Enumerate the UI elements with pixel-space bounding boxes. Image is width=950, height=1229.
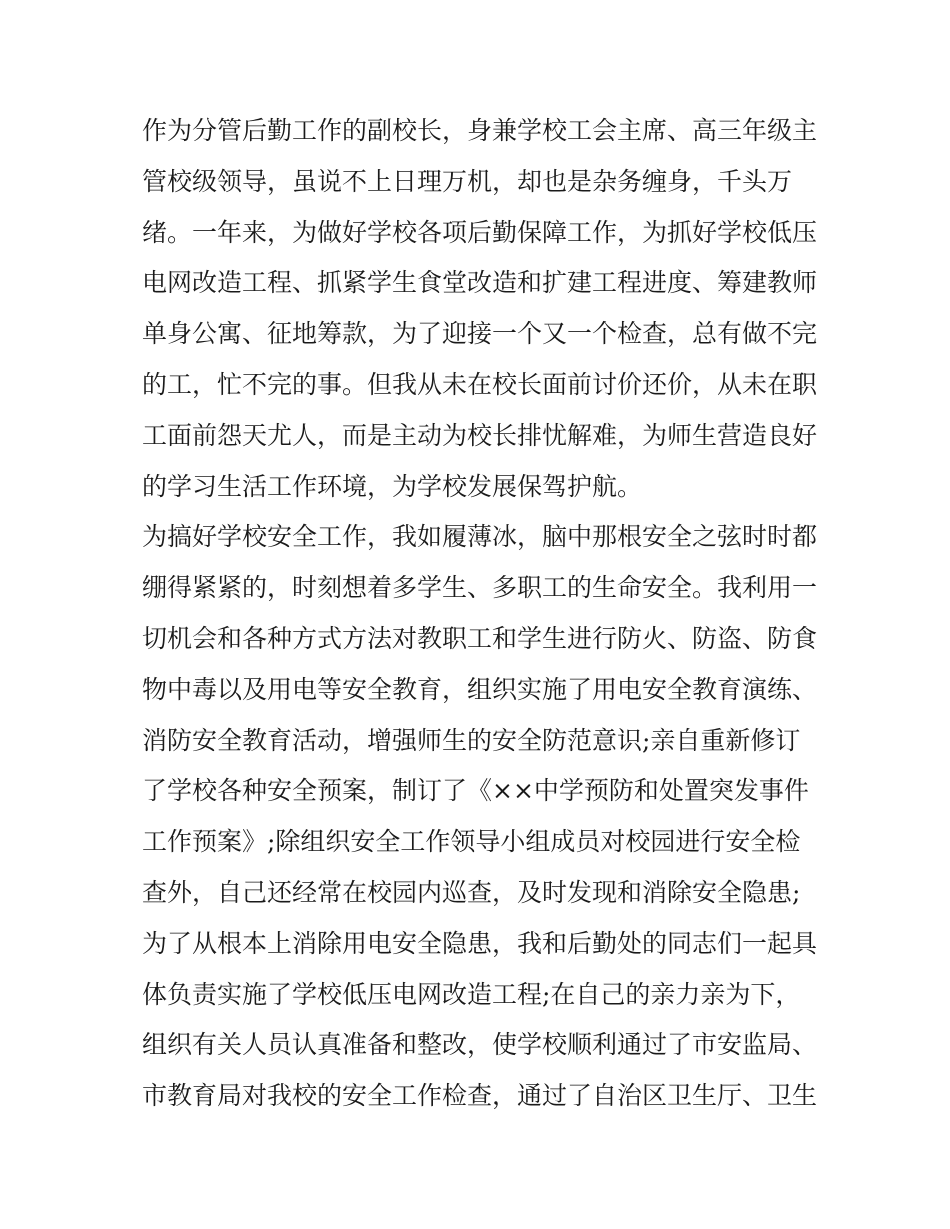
text-line: 单身公寓、征地筹款，为了迎接一个又一个检查，总有做不完 <box>142 319 818 349</box>
text-line: 为了从根本上消除用电安全隐患，我和后勤处的同志们一起具 <box>142 928 818 958</box>
text-line: 消防安全教育活动，增强师生的安全防范意识;亲自重新修订 <box>142 725 801 755</box>
text-line: 了学校各种安全预案，制订了《××中学预防和处置突发事件 <box>142 776 809 806</box>
text-line: 体负责实施了学校低压电网改造工程;在自己的亲力亲为下， <box>142 979 801 1009</box>
text-line: 绷得紧紧的，时刻想着多学生、多职工的生命安全。我利用一 <box>142 573 818 603</box>
text-line: 工作预案》;除组织安全工作领导小组成员对校园进行安全检 <box>142 827 801 857</box>
text-line: 切机会和各种方式方法对教职工和学生进行防火、防盗、防食 <box>142 623 818 653</box>
document-body <box>142 106 822 1122</box>
text-line: 电网改造工程、抓紧学生食堂改造和扩建工程进度、筹建教师 <box>142 268 818 298</box>
text-line: 物中毒以及用电等安全教育，组织实施了用电安全教育演练、 <box>142 674 818 704</box>
text-line: 组织有关人员认真准备和整改，使学校顺利通过了市安监局、 <box>142 1030 818 1060</box>
text-line: 市教育局对我校的安全工作检查，通过了自治区卫生厅、卫生 <box>142 1081 818 1111</box>
text-line: 查外，自己还经常在校园内巡查，及时发现和消除安全隐患; <box>142 877 801 907</box>
text-line: 绪。一年来，为做好学校各项后勤保障工作，为抓好学校低压 <box>142 217 818 247</box>
text-line: 的学习生活工作环境，为学校发展保驾护航。 <box>142 471 643 501</box>
text-line: 的工，忙不完的事。但我从未在校长面前讨价还价，从未在职 <box>142 369 818 399</box>
text-line: 为搞好学校安全工作，我如履薄冰，脑中那根安全之弦时时都 <box>142 522 818 552</box>
text-line: 作为分管后勤工作的副校长，身兼学校工会主席、高三年级主 <box>142 116 818 145</box>
text-line: 管校级领导，虽说不上日理万机，却也是杂务缠身，千头万 <box>142 166 793 196</box>
text-line: 工面前怨天尤人，而是主动为校长排忧解难，为师生营造良好 <box>142 420 818 450</box>
